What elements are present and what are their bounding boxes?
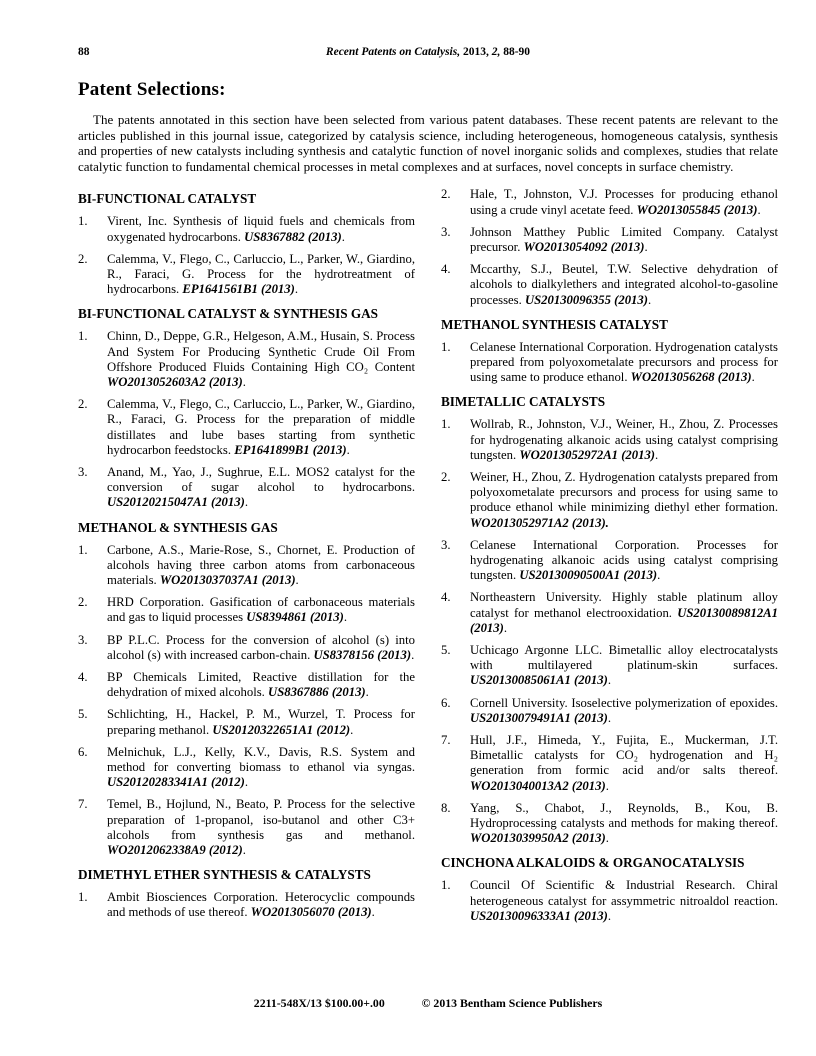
page-footer — [78, 996, 778, 1011]
patent-number: US20120215047A1 (2013) — [107, 495, 245, 510]
item-number: 1. — [441, 878, 451, 893]
item-number: 1. — [441, 339, 451, 354]
patent-list-item — [78, 465, 415, 511]
patent-list-item — [78, 252, 415, 298]
item-number: 4. — [441, 590, 451, 605]
intro-paragraph: The patents annotated in this section have been selected from various patent databases. These recent patents are relevant to the articles published in this journal issue, categorized by catalysis science, including heterogeneous, homogeneous catalysis, synthesis and properties of new catalysts including synthesis and catalytic function of novel inorganic solids and complexes, studies that relate catalytic function to fundamental chemical processes in metal complexes and at surfaces, novel concepts in surface chemistry. — [78, 112, 778, 174]
item-text: Mccarthy, S.J., Beutel, T.W. Selective dehydration of alcohols to dialkylethers and integrated alcohol-to-gasoline processes. US20130096355 (2013). — [470, 262, 778, 307]
item-number: 2. — [78, 595, 88, 610]
journal-volume: 2, — [491, 46, 501, 58]
running-head — [78, 46, 778, 62]
item-number: 6. — [78, 744, 88, 759]
item-text: Calemma, V., Flego, C., Carluccio, L., Parker, W., Giardino, R., Faraci, G. Process for the preparation of middle distillates and lube bases starting from synthetic hydrocarbon feedstocks. EP1641899B1 (2013). — [107, 397, 415, 457]
item-number: 4. — [78, 670, 88, 685]
item-text: HRD Corporation. Gasification of carbonaceous materials and gas to liquid processes US8394861 (2013). — [107, 595, 415, 625]
patent-list-item — [441, 733, 778, 794]
item-number: 1. — [78, 542, 88, 557]
patent-list-item — [441, 801, 778, 847]
patent-number: WO2013056070 (2013) — [250, 905, 372, 920]
item-text: Virent, Inc. Synthesis of liquid fuels and chemicals from oxygenated hydrocarbons. US8367882 (2013). — [107, 214, 415, 244]
section-heading: METHANOL & SYNTHESIS GAS — [78, 519, 278, 535]
patent-number: US8394861 (2013) — [246, 610, 344, 625]
patent-number: US20130079491A1 (2013) — [470, 710, 608, 725]
patent-number: US8367882 (2013) — [244, 229, 342, 244]
patent-number: EP1641561B1 (2013) — [182, 282, 295, 297]
patent-number: US20130090500A1 (2013) — [519, 568, 658, 583]
journal-pages: 88-90 — [500, 46, 531, 58]
item-number: 2. — [441, 470, 451, 485]
item-text: Celanese International Corporation. Processes for hydrogenating alkanoic acids using catalyst comprising tungsten. US20130090500A1 (2013). — [470, 537, 778, 583]
patent-list-item — [78, 397, 415, 458]
item-text: Wollrab, R., Johnston, V.J., Weiner, H., Zhou, Z. Processes for hydrogenating alkanoic acids using catalyst comprising tungsten. WO2013052972A1 (2013). — [470, 417, 778, 462]
item-number: 3. — [441, 224, 451, 239]
section-heading: BIMETALLIC CATALYSTS — [441, 394, 606, 410]
item-number: 5. — [78, 707, 88, 722]
item-text: BP Chemicals Limited, Reactive distillation for the dehydration of mixed alcohols. US8367886 (2013). — [107, 670, 415, 700]
running-head-title — [326, 46, 530, 58]
item-text: Melnichuk, L.J., Kelly, K.V., Davis, R.S. System and method for converting biomass to ethanol via syngas. US20120283341A1 (2012). — [107, 744, 415, 790]
copyright-notice: © 2013 Bentham Science Publishers — [421, 996, 603, 1010]
patent-list-item — [78, 745, 415, 791]
item-number: 2. — [78, 397, 88, 412]
item-text: Johnson Matthey Public Limited Company. Catalyst precursor. WO2013054092 (2013). — [470, 224, 778, 254]
patent-list-item — [441, 417, 778, 463]
item-number: 1. — [78, 890, 88, 905]
patent-list-item — [78, 707, 415, 737]
item-number: 3. — [78, 465, 88, 480]
item-text: Carbone, A.S., Marie-Rose, S., Chornet, E. Production of alcohols having three carbon atoms from carbonaceous materials. WO2013037037A1 (2013). — [107, 542, 415, 588]
page-number: 88 — [78, 46, 90, 58]
page-title: Patent Selections: — [78, 79, 226, 100]
patent-list-item — [78, 670, 415, 700]
item-number: 7. — [441, 733, 451, 748]
patent-number: WO2013056268 (2013) — [630, 370, 752, 385]
section-heading: BI-FUNCTIONAL CATALYST & SYNTHESIS GAS — [78, 306, 378, 322]
patent-number: WO2013039950A2 (2013) — [470, 831, 606, 846]
journal-year: 2013, — [460, 46, 492, 58]
patent-list-item — [441, 340, 778, 386]
item-number: 2. — [441, 187, 451, 202]
patent-number: WO2012062338A9 (2012) — [107, 843, 243, 858]
patent-list-item — [441, 470, 778, 531]
item-number: 5. — [441, 643, 451, 658]
patent-list-item — [441, 262, 778, 308]
item-number: 3. — [78, 632, 88, 647]
patent-number: EP1641899B1 (2013) — [234, 442, 347, 457]
item-number: 1. — [78, 329, 88, 344]
section-heading: METHANOL SYNTHESIS CATALYST — [441, 316, 668, 332]
patent-list-item — [78, 214, 415, 244]
patent-number: US20120322651A1 (2012) — [212, 722, 351, 737]
right-column — [441, 187, 778, 931]
item-text: Northeastern University. Highly stable platinum alloy catalyst for methanol electrooxidation. US20130089812A1 (2013). — [470, 590, 778, 635]
item-text: Temel, B., Hojlund, N., Beato, P. Process for the selective preparation of 1-propanol, iso-butanol and other C3+ alcohols from synthesis gas and methanol. WO2012062338A9 (2012). — [107, 797, 415, 858]
patent-list-item — [78, 595, 415, 625]
patent-list-item — [78, 329, 415, 390]
item-text: Yang, S., Chabot, J., Reynolds, B., Kou, B. Hydroprocessing catalysts and methods for making thereof. WO2013039950A2 (2013). — [470, 800, 778, 846]
patent-list-item — [78, 797, 415, 858]
two-column-body — [78, 187, 778, 931]
patent-number: US20130085061A1 (2013) — [470, 673, 608, 688]
patent-number: WO2013040013A2 (2013) — [470, 778, 606, 793]
section-heading: DIMETHYL ETHER SYNTHESIS & CATALYSTS — [78, 867, 371, 883]
item-text: Calemma, V., Flego, C., Carluccio, L., Parker, W., Giardino, R., Faraci, G. Process for the hydrotreatment of hydrocarbons. EP1641561B1 (2013). — [107, 251, 415, 297]
patent-number: WO2013052971A2 (2013). — [470, 515, 609, 530]
patent-list-item — [78, 543, 415, 589]
item-text: Hale, T., Johnston, V.J. Processes for producing ethanol using a crude vinyl acetate feed. WO2013055845 (2013). — [470, 187, 778, 217]
patent-list-item — [441, 187, 778, 217]
patent-number: US20120283341A1 (2012) — [107, 775, 245, 790]
patent-number: WO2013052603A2 (2013) — [107, 375, 243, 389]
patent-number: WO2013055845 (2013) — [636, 202, 758, 217]
item-number: 8. — [441, 800, 451, 815]
item-text: Cornell University. Isoselective polymerization of epoxides. US20130079491A1 (2013). — [470, 695, 778, 725]
item-text: Hull, J.F., Himeda, Y., Fujita, E., Muckerman, J.T. Bimetallic catalysts for CO₂ hydrogenation and H₂ generation from formic acid and/or salts thereof. WO2013040013A2 (2013). — [470, 733, 778, 793]
item-text: Weiner, H., Zhou, Z. Hydrogenation catalysts prepared from polyoxometalate precursors and process for using same to produce ethanol while minimizing diethyl ether formation. WO2013052971A2 (2013). — [470, 470, 778, 530]
patent-list-item — [441, 643, 778, 689]
patent-number: WO2013052972A1 (2013) — [519, 447, 656, 462]
item-text: Ambit Biosciences Corporation. Heterocyclic compounds and methods of use thereof. WO2013056070 (2013). — [107, 890, 415, 920]
patent-number: US8367886 (2013) — [268, 685, 366, 700]
item-text: Chinn, D., Deppe, G.R., Helgeson, A.M., Husain, S. Process And System For Producing Synthetic Crude Oil From Offshore Produced Fluids Containing High CO₂ Content WO2013052603A2 (2013). — [107, 329, 415, 389]
patent-list-item — [441, 590, 778, 636]
item-number: 2. — [78, 251, 88, 266]
item-number: 1. — [78, 214, 88, 229]
patent-number: WO2013054092 (2013) — [523, 239, 645, 254]
patent-list-item — [78, 890, 415, 920]
left-column — [78, 187, 415, 931]
patent-number: WO2013037037A1 (2013) — [159, 573, 296, 588]
item-text: Council Of Scientific & Industrial Research. Chiral heterogeneous catalyst for assymmetric nitroaldol reaction. US20130096333A1 (2013). — [470, 878, 778, 923]
patent-number: US20130096355 (2013) — [524, 292, 648, 307]
item-number: 4. — [441, 262, 451, 277]
patent-number: US8378156 (2013) — [313, 647, 412, 662]
patent-list-item — [441, 696, 778, 726]
item-number: 1. — [441, 417, 451, 432]
item-text: Schlichting, H., Hackel, P. M., Wurzel, T. Process for preparing methanol. US20120322651A1 (2012). — [107, 707, 415, 737]
item-text: BP P.L.C. Process for the conversion of alcohol (s) into alcohol (s) with increased carbon-chain. US8378156 (2013). — [107, 632, 415, 662]
journal-title: Recent Patents on Catalysis, — [325, 46, 461, 58]
patent-number: US20130089812A1 (2013) — [470, 605, 778, 635]
patent-list-item — [441, 538, 778, 584]
item-number: 3. — [441, 537, 451, 552]
patent-list-item — [441, 878, 778, 924]
patent-number: US20130096333A1 (2013) — [470, 908, 608, 923]
item-number: 7. — [78, 797, 88, 812]
item-text: Anand, M., Yao, J., Sughrue, E.L. MOS2 catalyst for the conversion of sugar alcohol to hydrocarbons. US20120215047A1 (2013). — [107, 465, 415, 510]
patent-list-item — [441, 225, 778, 255]
section-heading: BI-FUNCTIONAL CATALYST — [78, 191, 257, 207]
issn-price: 2211-548X/13 $100.00+.00 — [253, 996, 385, 1010]
section-heading: CINCHONA ALKALOIDS & ORGANOCATALYSIS — [441, 855, 745, 871]
item-number: 6. — [441, 695, 451, 710]
item-text: Celanese International Corporation. Hydrogenation catalysts prepared from polyoxometalate precursors and process for using same to produce ethanol. WO2013056268 (2013). — [470, 339, 778, 385]
patent-list-item — [78, 633, 415, 663]
item-text: Uchicago Argonne LLC. Bimetallic alloy electrocatalysts with multilayered platinum-skin surfaces. US20130085061A1 (2013). — [470, 643, 778, 688]
